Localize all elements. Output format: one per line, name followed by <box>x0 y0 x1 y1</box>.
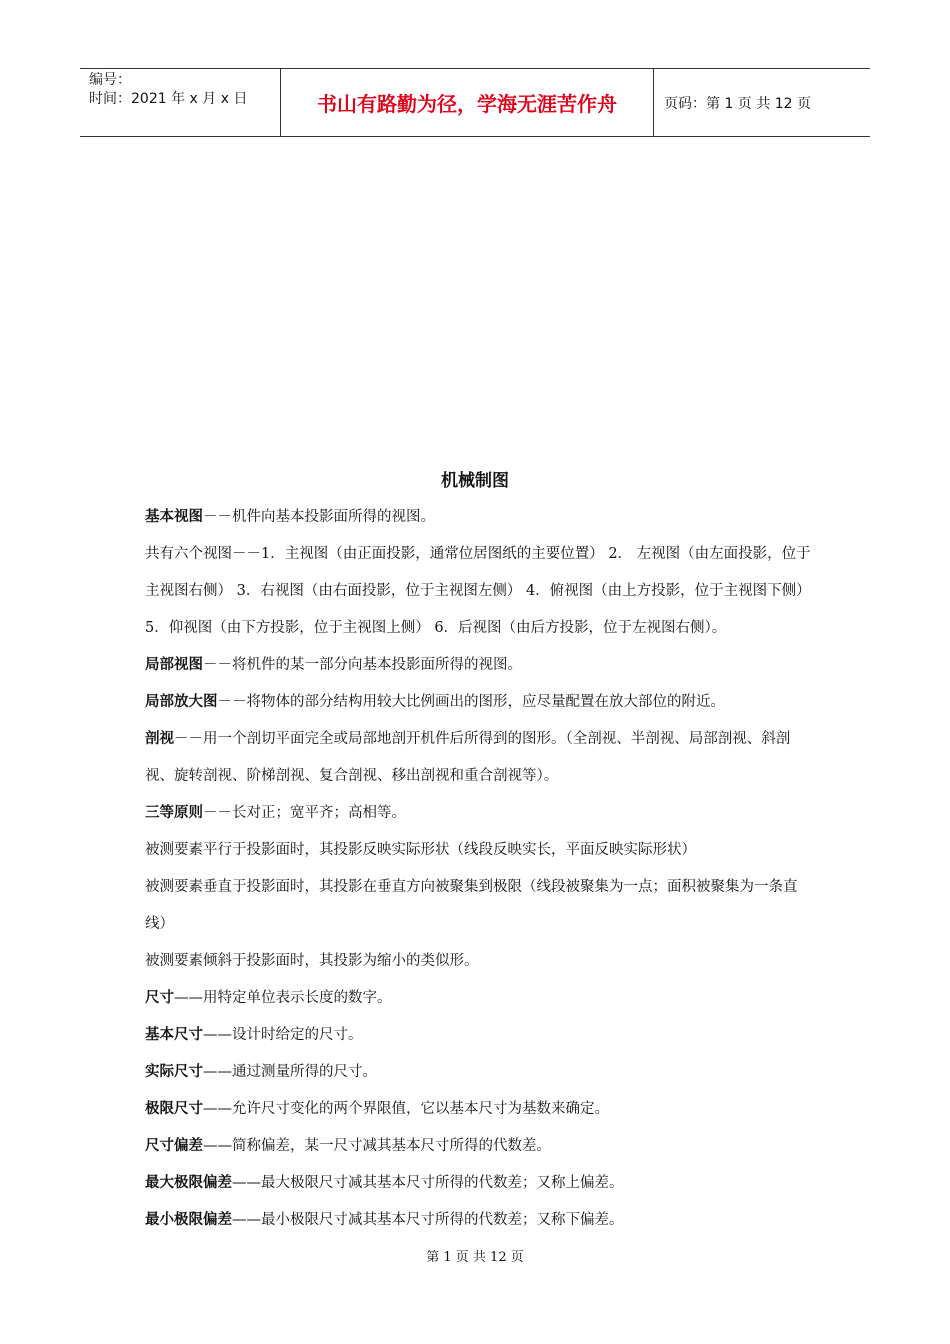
paragraph <box>145 1091 815 1128</box>
paragraph <box>145 869 815 943</box>
definition: ——最小极限尺寸减其基本尺寸所得的代数差；又称下偏差。 <box>232 1212 624 1228</box>
time-label: 时间：2021 年 x 月 x 日 <box>89 91 248 107</box>
term: 最大极限偏差 <box>145 1175 232 1191</box>
paragraph <box>145 647 815 684</box>
paragraph <box>145 1054 815 1091</box>
paragraph <box>145 980 815 1017</box>
definition: －－将机件的某一部分向基本投影面所得的视图。 <box>203 657 522 673</box>
term: 实际尺寸 <box>145 1064 203 1080</box>
definition: 被测要素倾斜于投影面时，其投影为缩小的类似形。 <box>145 953 479 969</box>
paragraph <box>145 721 815 795</box>
term: 剖视 <box>145 731 174 747</box>
paragraph <box>145 536 815 647</box>
definition: 被测要素平行于投影面时，其投影反映实际形状（线段反映实长，平面反映实际形状） <box>145 842 696 858</box>
definition: －－长对正；宽平齐；高相等。 <box>203 805 406 821</box>
term: 局部放大图 <box>145 694 218 710</box>
paragraph <box>145 795 815 832</box>
document-body <box>145 499 815 1239</box>
header-motto: 书山有路勤为径，学海无涯苦作舟 <box>281 69 654 136</box>
definition: ——用特定单位表示长度的数字。 <box>174 990 392 1006</box>
definition: ——允许尺寸变化的两个界限值，它以基本尺寸为基数来确定。 <box>203 1101 609 1117</box>
term: 极限尺寸 <box>145 1101 203 1117</box>
term: 尺寸 <box>145 990 174 1006</box>
definition: ——通过测量所得的尺寸。 <box>203 1064 377 1080</box>
term: 基本尺寸 <box>145 1027 203 1043</box>
number-label: 编号： <box>89 72 131 88</box>
page-header <box>80 68 870 137</box>
definition: 被测要素垂直于投影面时，其投影在垂直方向被聚集到极限（线段被聚集为一点；面积被聚集为一条直线） <box>145 879 798 932</box>
term: 尺寸偏差 <box>145 1138 203 1154</box>
term: 基本视图 <box>145 509 203 525</box>
header-meta <box>80 69 281 136</box>
paragraph <box>145 1017 815 1054</box>
paragraph <box>145 943 815 980</box>
paragraph <box>145 1165 815 1202</box>
term: 局部视图 <box>145 657 203 673</box>
definition: ——设计时给定的尺寸。 <box>203 1027 363 1043</box>
definition: －－机件向基本投影面所得的视图。 <box>203 509 435 525</box>
paragraph <box>145 1202 815 1239</box>
page-footer: 第 1 页 共 12 页 <box>426 1250 524 1265</box>
definition: －－用一个剖切平面完全或局部地剖开机件后所得到的图形。（全剖视、半剖视、局部剖视、斜剖视、旋转剖视、阶梯剖视、复合剖视、移出剖视和重合剖视等）。 <box>145 731 791 784</box>
paragraph <box>145 832 815 869</box>
definition: ——最大极限尺寸减其基本尺寸所得的代数差；又称上偏差。 <box>232 1175 624 1191</box>
term: 最小极限偏差 <box>145 1212 232 1228</box>
term: 三等原则 <box>145 805 203 821</box>
paragraph <box>145 684 815 721</box>
paragraph <box>145 1128 815 1165</box>
paragraph <box>145 499 815 536</box>
definition: －－将物体的部分结构用较大比例画出的图形，应尽量配置在放大部位的附近。 <box>217 694 725 710</box>
header-page-info: 页码：第 1 页 共 12 页 <box>664 95 811 112</box>
document-title: 机械制图 <box>441 471 509 491</box>
definition: 共有六个视图－－1．主视图（由正面投影，通常位居图纸的主要位置） 2． 左视图（由左面投影，位于主视图右侧） 3．右视图（由右面投影，位于主视图左侧） 4．俯视图（由上方投影，位于主视图下侧） 5．仰视图（由下方投影，位于主视图上侧） 6．后视图（由后方投影，位于左视图右侧）。 <box>145 546 811 636</box>
definition: ——简称偏差，某一尺寸减其基本尺寸所得的代数差。 <box>203 1138 551 1154</box>
